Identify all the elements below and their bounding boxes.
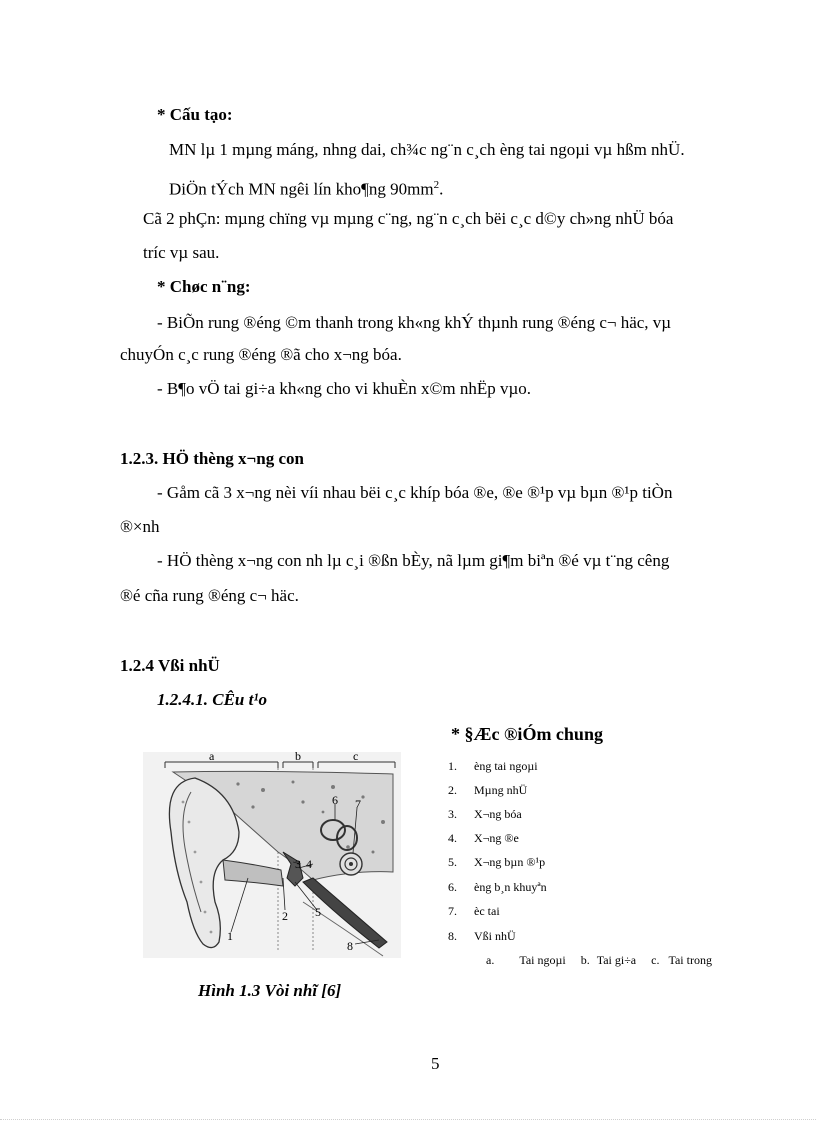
- structure-line-1: MN lµ 1 mµng máng, nhng dai, ch¾c ng¨n c¸ch èng tai ngoµi vµ hßm nhÜ.: [169, 140, 685, 159]
- figure-callout-8: 8: [347, 939, 353, 953]
- region-b-text: Tai gi÷a: [596, 953, 637, 967]
- structure-paragraph-line-1: Cã 2 phÇn: mµng chïng vµ mµng c¨ng, ng¨n c¸ch bëi c¸c d©y ch»ng nhÜ bóa: [143, 209, 674, 228]
- region-a-num: a.: [486, 953, 495, 967]
- region-c-text: Tai trong: [668, 953, 712, 967]
- legend-heading: * §Æc ®iÓm chung: [451, 724, 603, 744]
- ossicles-item1-line1: - Gåm cã 3 x¬ng nèi víi nhau bëi c¸c khíp bóa ®e, ®e ®¹p vµ bµn ®¹p tiÒn: [157, 483, 673, 502]
- figure-callout-5: 5: [315, 905, 321, 919]
- ossicles-item2-line2: ®é cña rung ®éng c¬ häc.: [120, 586, 299, 605]
- ear-anatomy-illustration: [143, 752, 401, 958]
- function-item1-line2: chuyÓn c¸c rung ®éng ®ã cho x¬ng bóa.: [120, 345, 402, 364]
- figure-region-label-c: c: [353, 749, 359, 763]
- figure-callout-7: 7: [355, 797, 361, 811]
- figure-callout-4: 4: [306, 857, 312, 871]
- ossicles-heading: 1.2.3. HÖ thèng x¬ng con: [120, 449, 304, 468]
- area-text: DiÖn tÝch MN ngêi lín kho¶ng 90mm: [169, 179, 434, 199]
- function-item2: - B¶o vÖ tai gi÷a kh«ng cho vi khuÈn x©m nhËp vµo.: [157, 379, 532, 398]
- figure-callout-3: 3: [295, 857, 301, 871]
- function-item1-line1: - BiÕn rung ®éng ©m thanh trong kh«ng khÝ thµnh rung ®éng c¬ häc, vµ: [157, 313, 672, 332]
- figure-callout-1: 1: [227, 929, 233, 943]
- region-a-text: Tai ngoµi: [519, 953, 566, 967]
- ossicles-item1-line2: ®×nh: [120, 517, 160, 536]
- structure-heading: * Cấu tạo:: [157, 105, 233, 124]
- figure-region-label-b: b: [295, 749, 301, 763]
- ear-anatomy-figure: [143, 749, 401, 958]
- page-number: 5: [431, 1054, 440, 1073]
- tympanic-heading: 1.2.4 Vßi nhÜ: [120, 656, 220, 675]
- function-heading: * Chøc n¨ng:: [157, 277, 251, 296]
- page-bottom-divider: [0, 1119, 816, 1120]
- region-c-num: c.: [651, 953, 660, 967]
- legend-list: 1. èng tai ngoµi 2. Mµng nhÜ 3. X¬ng bóa 4. X¬ng ®e 5. X¬ng bµn ®¹p 6. èng b¸n khuyªn 7. èc tai 8. Vßi nhÜ: [448, 759, 547, 943]
- tympanic-subheading: 1.2.4.1. CÊu t¹o: [157, 690, 267, 709]
- area-end: .: [439, 179, 444, 199]
- region-b-num: b.: [580, 953, 590, 967]
- figure-callout-2: 2: [282, 909, 288, 923]
- figure-caption: Hình 1.3 Vòi nhĩ [6]: [198, 981, 342, 1000]
- legend-regions: [486, 952, 712, 968]
- figure-callout-6: 6: [332, 793, 338, 807]
- structure-line-2: [169, 174, 443, 201]
- area-superscript: 2: [433, 179, 440, 191]
- figure-region-label-a: a: [209, 749, 215, 763]
- structure-paragraph-line-2: tríc vµ sau.: [143, 243, 220, 262]
- ossicles-item2-line1: - HÖ thèng x¬ng con nh lµ c¸i ®ßn bÈy, nã lµm gi¶m biªn ®é vµ t¨ng cêng: [157, 551, 670, 570]
